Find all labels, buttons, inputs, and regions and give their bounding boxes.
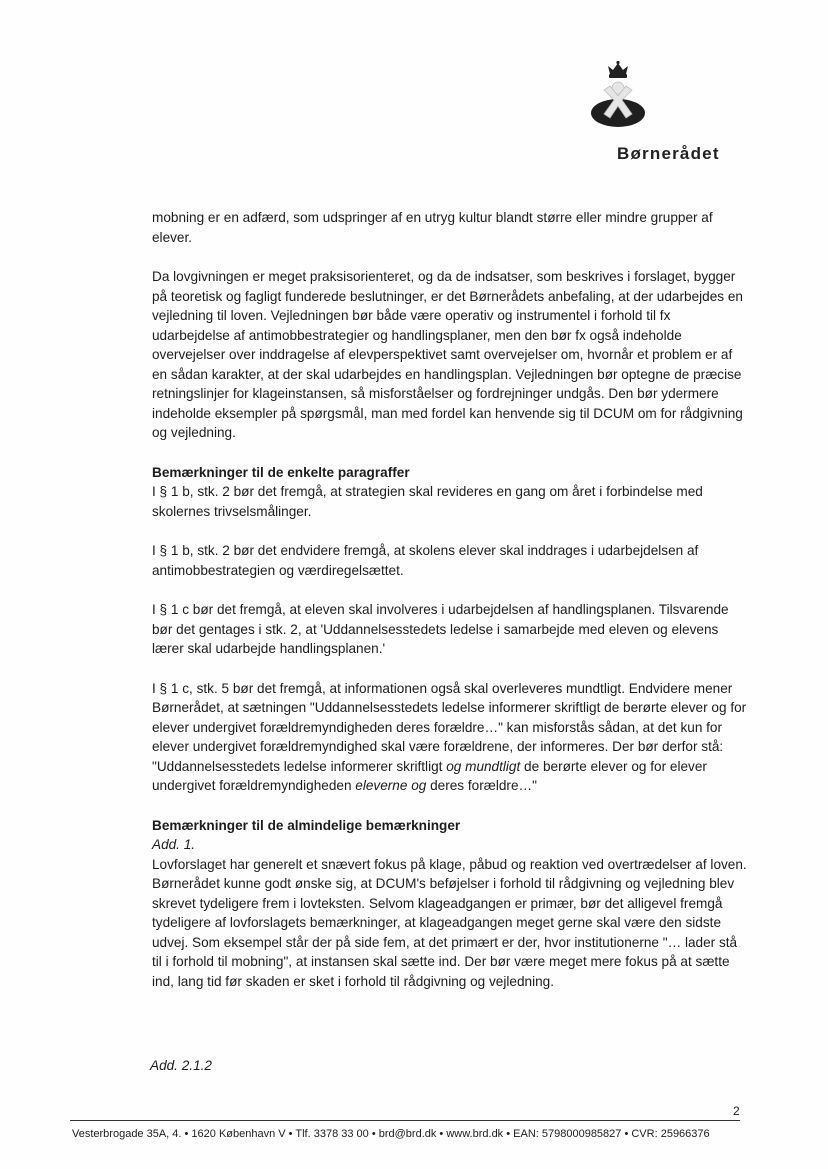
footer-address: Vesterbrogade 35A, 4. • 1620 København V • Tlf. 3378 33 00 • brd@brd.dk • www.brd.dk • EAN: 5798000985827 • CVR: 25966376 xyxy=(72,1128,710,1140)
p6-text-b: de berørte elever og for elever undergivet forældremyndigheden xyxy=(152,758,707,793)
borneradet-logo xyxy=(586,60,756,170)
page-number: 2 xyxy=(733,1104,740,1118)
p6-text-a: I § 1 c, stk. 5 bør det fremgå, at informationen også skal overleveres mundtligt. Endvidere mener Børnerådet, at sætningen "Uddannelsesstedets ledelse informerer skriftligt de berørte elever og for elever undergivet forældremyndigheden deres forældre…" kan misforstås sådan, at det kun for elever undergivet forældremyndighed skal være forældrene, der informeres. Der bør derfor stå: "Uddannelsesstedets ledelse informerer skriftligt xyxy=(152,680,747,774)
paragraph-lovforslag: Lovforslaget har generelt et snævert fokus på klage, påbud og reaktion ved overtrædelser af loven. Børnerådet kunne godt ønske sig, at DCUM's beføjelser i forhold til rådgivning og vejledning blev skrevet tydeligere frem i lovteksten. Selvom klageadgangen er primær, bør det alligevel fremgå tydeligere af lovforslagets bemærkninger, at klageadgangen meget gerne skal være den sidste udvej. Som eksempel står der på side fem, at det primært er der, hvor institutionerne "… lader stå til i forhold til mobning", at instansen skal sætte ind. Der bør være meget mere fokus på at sætte ind, lang tid før skaden er sket i forhold til rådgivning og vejledning. xyxy=(152,856,747,989)
p6-text-c: deres forældre…" xyxy=(426,778,537,793)
add-1-label: Add. 1. xyxy=(152,837,196,852)
paragraph-1c-handlingsplan: I § 1 c bør det fremgå, at eleven skal involveres i udarbejdelsen af handlingsplanen. Tilsvarende bør det gentages i stk. 2, at 'Uddannelsesstedets ledelse i samarbejde med eleven og elevens lærer skal udarbejde handlingsplanen.' xyxy=(152,602,729,656)
letter-body xyxy=(152,208,748,991)
heading-paragraffer: Bemærkninger til de enkelte paragraffer xyxy=(152,464,410,480)
paragraph-1b-stk2-elever: I § 1 b, stk. 2 bør det endvidere fremgå, at skolens elever skal inddrages i udarbejdelsen af antimobbestrategien og værdiregelsættet. xyxy=(152,543,699,578)
add-2-1-2-label: Add. 2.1.2 xyxy=(150,1058,212,1073)
crown-figure-logo-icon xyxy=(586,60,756,140)
paragraph-mobning: mobning er en adfærd, som udspringer af en utryg kultur blandt større eller mindre grupper af elever. xyxy=(152,210,713,245)
paragraph-vejledning: Da lovgivningen er meget praksisorienteret, og da de indsatser, som beskrives i forslaget, bygger på teoretisk og fagligt funderede beslutninger, er det Børnerådets anbefaling, at der udarbejdes en vejledning til loven. Vejledningen bør både være operativ og instrumentel i forhold til fx udarbejdelse af antimobbestrategier og handlingsplaner, men den bør fx også indeholde overvejelser over inddragelse af elevperspektivet samt overvejelser om, hvornår et problem er af en sådan karakter, at der skal udarbejdes en handlingsplan. Vejledningen bør optegne de præcise retningslinjer for klageinstansen, så misforståelser og fordrejninger undgås. Den bør ydermere indeholde eksempler på spørgsmål, man med fordel kan henvende sig til DCUM om for rådgivning og vejledning. xyxy=(152,269,743,440)
paragraph-1c-stk5 xyxy=(152,679,748,796)
footer-divider xyxy=(70,1120,740,1121)
p6-emphasis-eleverne: eleverne og xyxy=(355,778,427,793)
brand-name: Børnerådet xyxy=(617,144,720,163)
p6-emphasis-mundtligt: og mundtligt xyxy=(446,758,521,774)
heading-almindelige-bemaerkninger: Bemærkninger til de almindelige bemærkninger xyxy=(152,817,461,833)
paragraph-1b-stk2-strategi: I § 1 b, stk. 2 bør det fremgå, at strategien skal revideres en gang om året i forbindelse med skolernes trivselsmålinger. xyxy=(152,484,703,519)
